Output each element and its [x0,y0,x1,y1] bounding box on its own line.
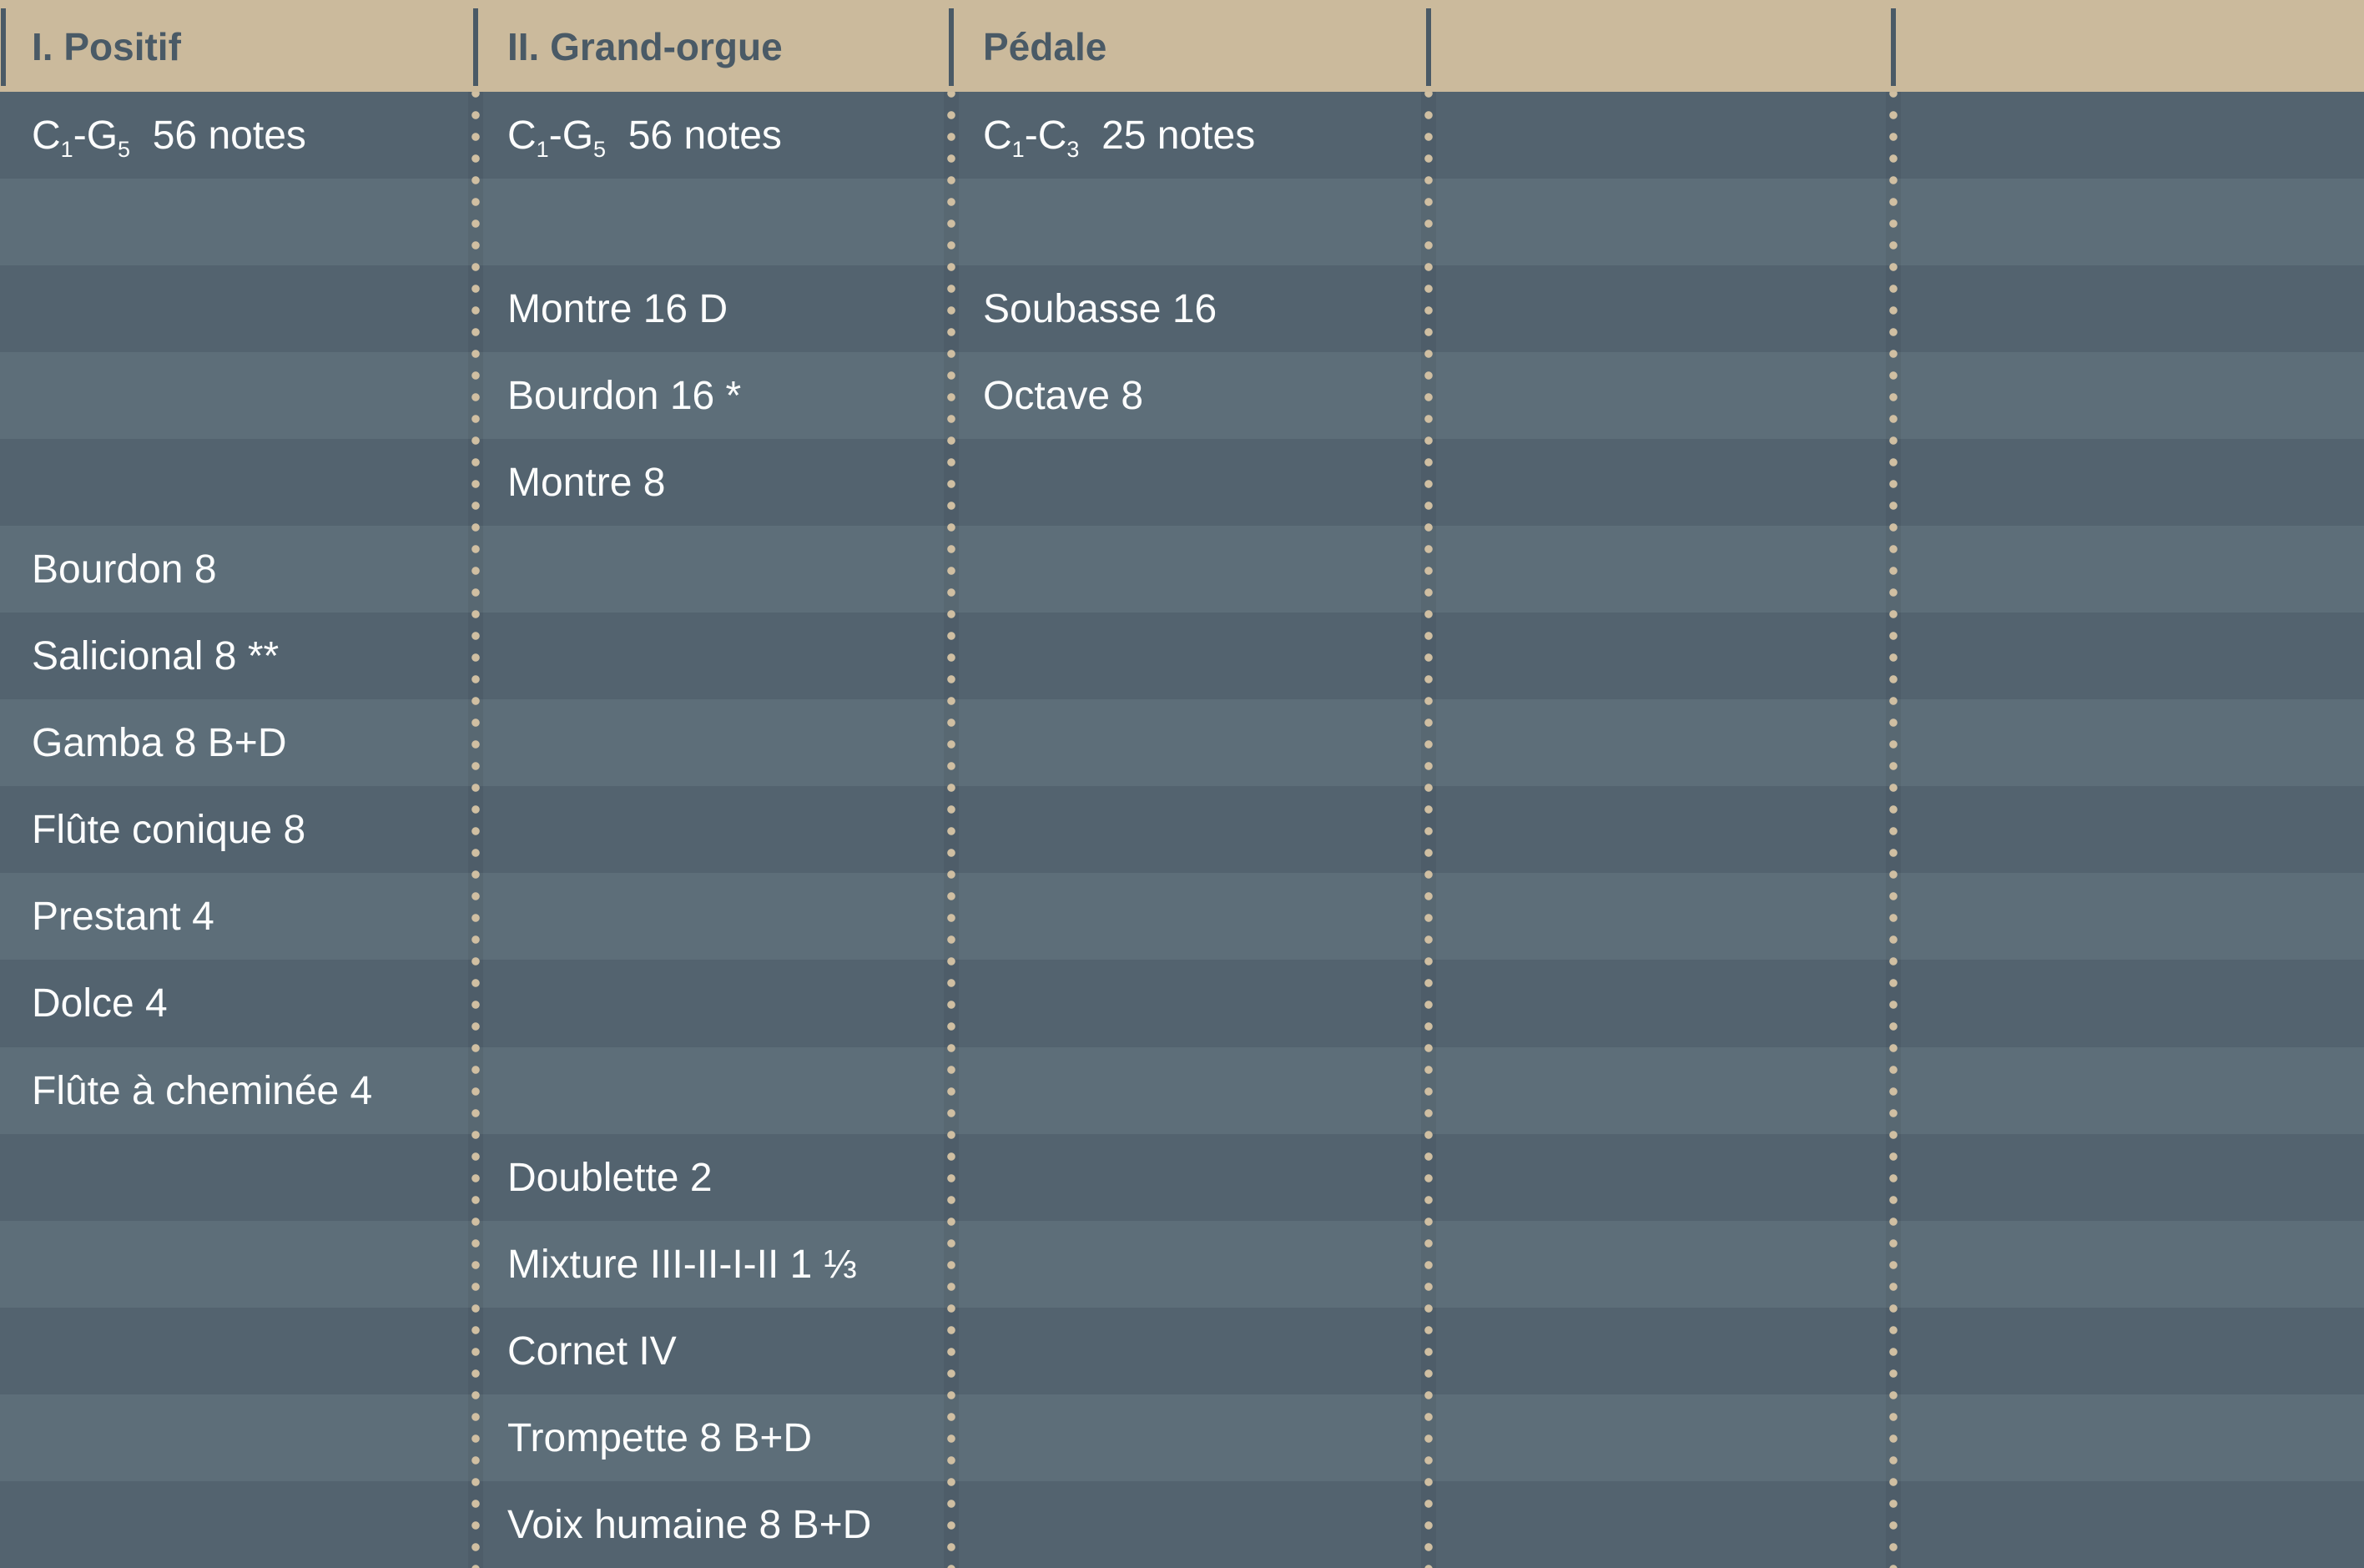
table-cell [1429,352,1893,439]
table-cell [1893,1047,2364,1134]
table-cell [1893,352,2364,439]
table-cell [951,1481,1429,1568]
table-cell [1893,1221,2364,1308]
table-cell [1893,179,2364,265]
table-cell [951,179,1429,265]
table-cell [1893,613,2364,699]
table-cell [476,1394,951,1481]
table-cell [1893,439,2364,526]
compass-text: -C [1024,113,1067,158]
table-row [0,1394,2364,1481]
table-row [0,526,2364,613]
table-cell [0,873,476,960]
table-cell [1429,699,1893,786]
table-cell [1893,786,2364,873]
table-cell [1429,179,1893,265]
table-cell [476,265,951,352]
compass-cell [951,92,1429,179]
table-cell [951,1221,1429,1308]
table-cell [1893,265,2364,352]
table-row [0,439,2364,526]
table-cell [0,1134,476,1221]
compass-text: 56 notes [130,113,306,158]
stop-name: Prestant 4 [32,895,214,940]
table-cell [951,352,1429,439]
table-cell [1429,786,1893,873]
stop-name: Soubasse 16 [983,287,1217,332]
table-cell [951,1134,1429,1221]
table-row [0,265,2364,352]
table-row [0,179,2364,265]
table-cell [1893,1394,2364,1481]
table-cell [476,873,951,960]
table-cell [476,613,951,699]
table-row [0,613,2364,699]
table-cell [951,1394,1429,1481]
stop-name: Octave 8 [983,374,1144,419]
table-cell [951,786,1429,873]
table-cell [1893,873,2364,960]
table-cell [0,526,476,613]
table-cell [1429,873,1893,960]
table-header-row [0,0,2364,92]
compass-cell [0,92,476,179]
dotted-column-divider [470,86,481,1568]
table-cell [0,699,476,786]
column-header-empty-2 [1893,0,2364,92]
table-cell [1429,1481,1893,1568]
table-cell [951,265,1429,352]
table-cell [0,1221,476,1308]
table-cell [1893,92,2364,179]
table-row [0,699,2364,786]
table-cell [1893,1481,2364,1568]
stop-name: Gamba 8 B+D [32,721,287,766]
table-cell [1429,265,1893,352]
table-cell [1429,1394,1893,1481]
note-subscript: 3 [1066,137,1080,162]
table-cell [951,873,1429,960]
table-cell [1429,1308,1893,1394]
table-row [0,92,2364,179]
note-subscript: 1 [1011,137,1025,162]
table-cell [476,699,951,786]
table-cell [0,352,476,439]
column-header-grand-orgue: II. Grand-orgue [507,25,783,68]
table-cell [476,439,951,526]
table-cell [0,179,476,265]
table-cell [951,960,1429,1046]
table-cell [476,1047,951,1134]
note-subscript: 1 [536,137,549,162]
compass-text: -G [73,113,118,158]
table-row [0,1481,2364,1568]
stop-name: Salicional 8 ** [32,634,280,679]
stop-name: Flûte conique 8 [32,808,306,853]
table-row [0,873,2364,960]
table-row [0,1221,2364,1308]
compass-text: -G [548,113,594,158]
table-cell [951,1308,1429,1394]
compass-cell [476,92,951,179]
table-cell [476,1308,951,1394]
table-cell [476,1481,951,1568]
table-cell [0,613,476,699]
table-cell [0,439,476,526]
column-header-pedale: Pédale [983,25,1107,68]
table-cell [951,699,1429,786]
table-cell [0,265,476,352]
table-cell [476,1221,951,1308]
table-cell [1429,1221,1893,1308]
table-row [0,960,2364,1046]
table-cell [1893,1308,2364,1394]
table-cell [951,526,1429,613]
stop-name: Voix humaine 8 B+D [507,1502,872,1547]
compass-text: C [507,113,537,158]
table-cell [1429,526,1893,613]
table-cell [1429,1047,1893,1134]
column-header-positif: I. Positif [32,25,181,68]
dotted-column-divider [1888,86,1899,1568]
table-row [0,1308,2364,1394]
compass-text: 25 notes [1079,113,1256,158]
table-cell [1429,613,1893,699]
table-cell [951,613,1429,699]
table-cell [476,786,951,873]
table-row [0,1134,2364,1221]
table-cell [476,352,951,439]
note-subscript: 5 [593,137,607,162]
table-cell [0,1308,476,1394]
table-cell [0,786,476,873]
table-cell [0,1394,476,1481]
table-cell [476,960,951,1046]
table-cell [1429,960,1893,1046]
dotted-column-divider [1423,86,1434,1568]
stop-name: Trompette 8 B+D [507,1415,813,1460]
compass-text: C [32,113,61,158]
stop-name: Dolce 4 [32,981,168,1026]
column-header-empty-1 [1429,0,1893,92]
table-cell [951,1047,1429,1134]
table-cell [1429,439,1893,526]
compass-text: C [983,113,1012,158]
table-cell [1429,92,1893,179]
stop-name: Bourdon 16 * [507,374,742,419]
table-row [0,786,2364,873]
stop-name: Cornet IV [507,1329,677,1374]
stop-name: Bourdon 8 [32,547,217,592]
stop-name: Mixture III-II-I-II 1 ⅓ [507,1242,857,1287]
table-row [0,352,2364,439]
table-cell [1893,960,2364,1046]
table-cell [0,1481,476,1568]
table-cell [951,439,1429,526]
table-cell [1893,1134,2364,1221]
note-subscript: 1 [60,137,73,162]
stop-name: Montre 8 [507,461,666,506]
table-cell [476,1134,951,1221]
dotted-column-divider [945,86,957,1568]
table-body [0,92,2364,1568]
table-cell [476,526,951,613]
table-cell [1893,526,2364,613]
table-cell [1893,699,2364,786]
table-row [0,1047,2364,1134]
table-cell [0,1047,476,1134]
note-subscript: 5 [118,137,131,162]
table-cell [1429,1134,1893,1221]
stop-name: Doublette 2 [507,1155,713,1200]
compass-text: 56 notes [606,113,782,158]
stop-name: Flûte à cheminée 4 [32,1068,373,1113]
table-cell [476,179,951,265]
table-cell [0,960,476,1046]
stop-name: Montre 16 D [507,287,728,332]
